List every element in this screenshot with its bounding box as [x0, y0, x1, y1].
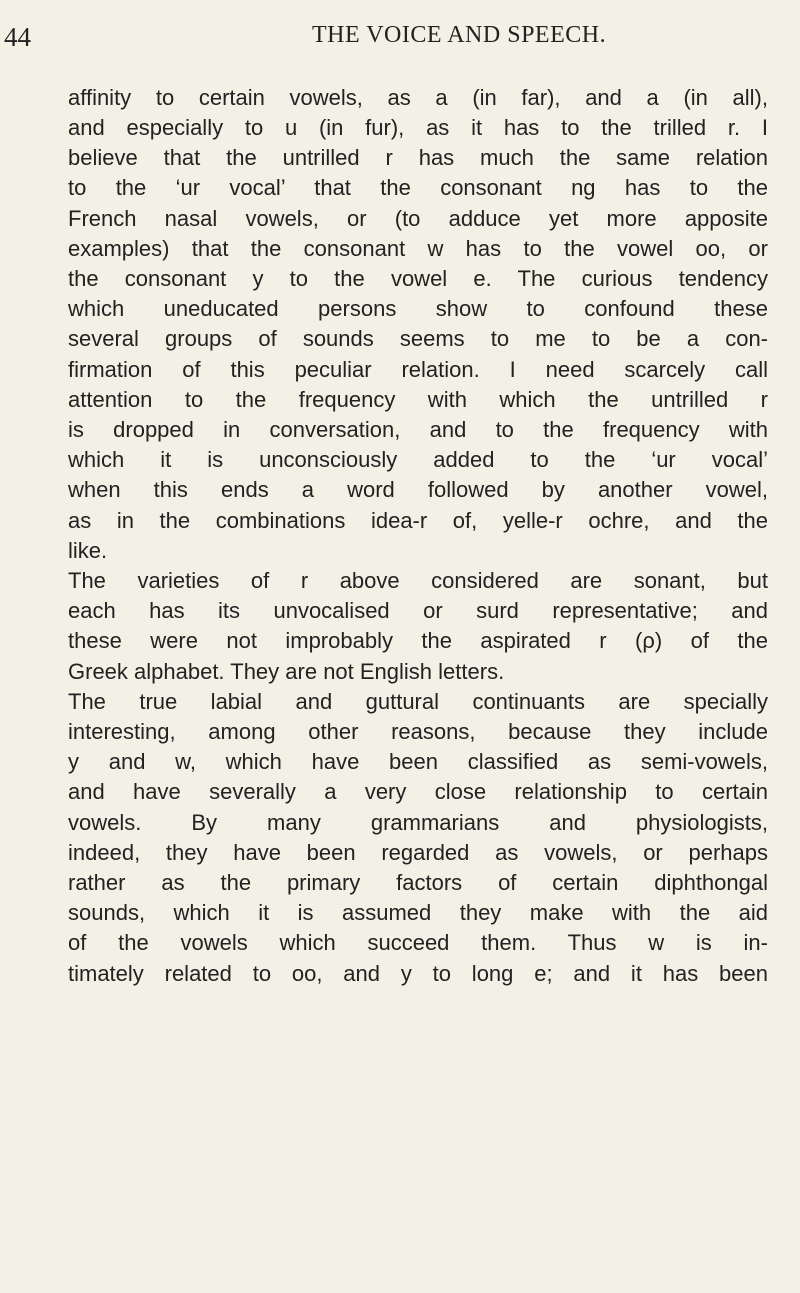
text-line: as in the combinations idea-r of, yelle-r ochre, and the: [68, 508, 768, 533]
text-line: rather as the primary factors of certain diphthongal: [68, 870, 768, 895]
text-line: attention to the frequency with which the untrilled r: [68, 387, 768, 412]
text-line: firmation of this peculiar relation. I need scarcely call: [68, 357, 768, 382]
text-line: these were not improbably the aspirated r (ρ) of the: [68, 628, 768, 653]
text-line: and have severally a very close relationship to certain: [68, 779, 768, 804]
text-line: Greek alphabet. They are not English letters.: [68, 659, 505, 684]
page-header: [0, 18, 800, 58]
text-line: timately related to oo, and y to long e; and it has been: [68, 961, 768, 986]
page-number: 44: [4, 22, 31, 52]
text-line: to the ‘ur vocal’ that the consonant ng has to the: [68, 175, 768, 200]
text-line: like.: [68, 538, 108, 563]
text-line: of the vowels which succeed them. Thus w is in-: [68, 930, 768, 955]
text-line: The varieties of r above considered are sonant, but: [68, 568, 768, 593]
text-line: affinity to certain vowels, as a (in far), and a (in all),: [68, 85, 768, 110]
text-line: several groups of sounds seems to me to be a con-: [68, 326, 768, 351]
text-line: French nasal vowels, or (to adduce yet more apposite: [68, 206, 768, 231]
text-line: which uneducated persons show to confound these: [68, 296, 768, 321]
text-line: each has its unvocalised or surd representative; and: [68, 598, 768, 623]
text-line: sounds, which it is assumed they make with the aid: [68, 900, 768, 925]
text-line: believe that the untrilled r has much the same relation: [68, 145, 768, 170]
text-line: when this ends a word followed by another vowel,: [68, 477, 768, 502]
text-line: which it is unconsciously added to the ‘ur vocal’: [68, 447, 768, 472]
text-line: y and w, which have been classified as semi-vowels,: [68, 749, 768, 774]
text-line: The true labial and guttural continuants are specially: [68, 689, 768, 714]
text-line: indeed, they have been regarded as vowels, or perhaps: [68, 840, 768, 865]
text-line: examples) that the consonant w has to the vowel oo, or: [68, 236, 768, 261]
text-line: interesting, among other reasons, because they include: [68, 719, 768, 744]
text-line: and especially to u (in fur), as it has to the trilled r. I: [68, 115, 768, 140]
text-line: vowels. By many grammarians and physiologists,: [68, 810, 768, 835]
text-line: is dropped in conversation, and to the frequency with: [68, 417, 768, 442]
running-head: THE VOICE AND SPEECH.: [312, 22, 607, 48]
text-line: the consonant y to the vowel e. The curious tendency: [68, 266, 768, 291]
